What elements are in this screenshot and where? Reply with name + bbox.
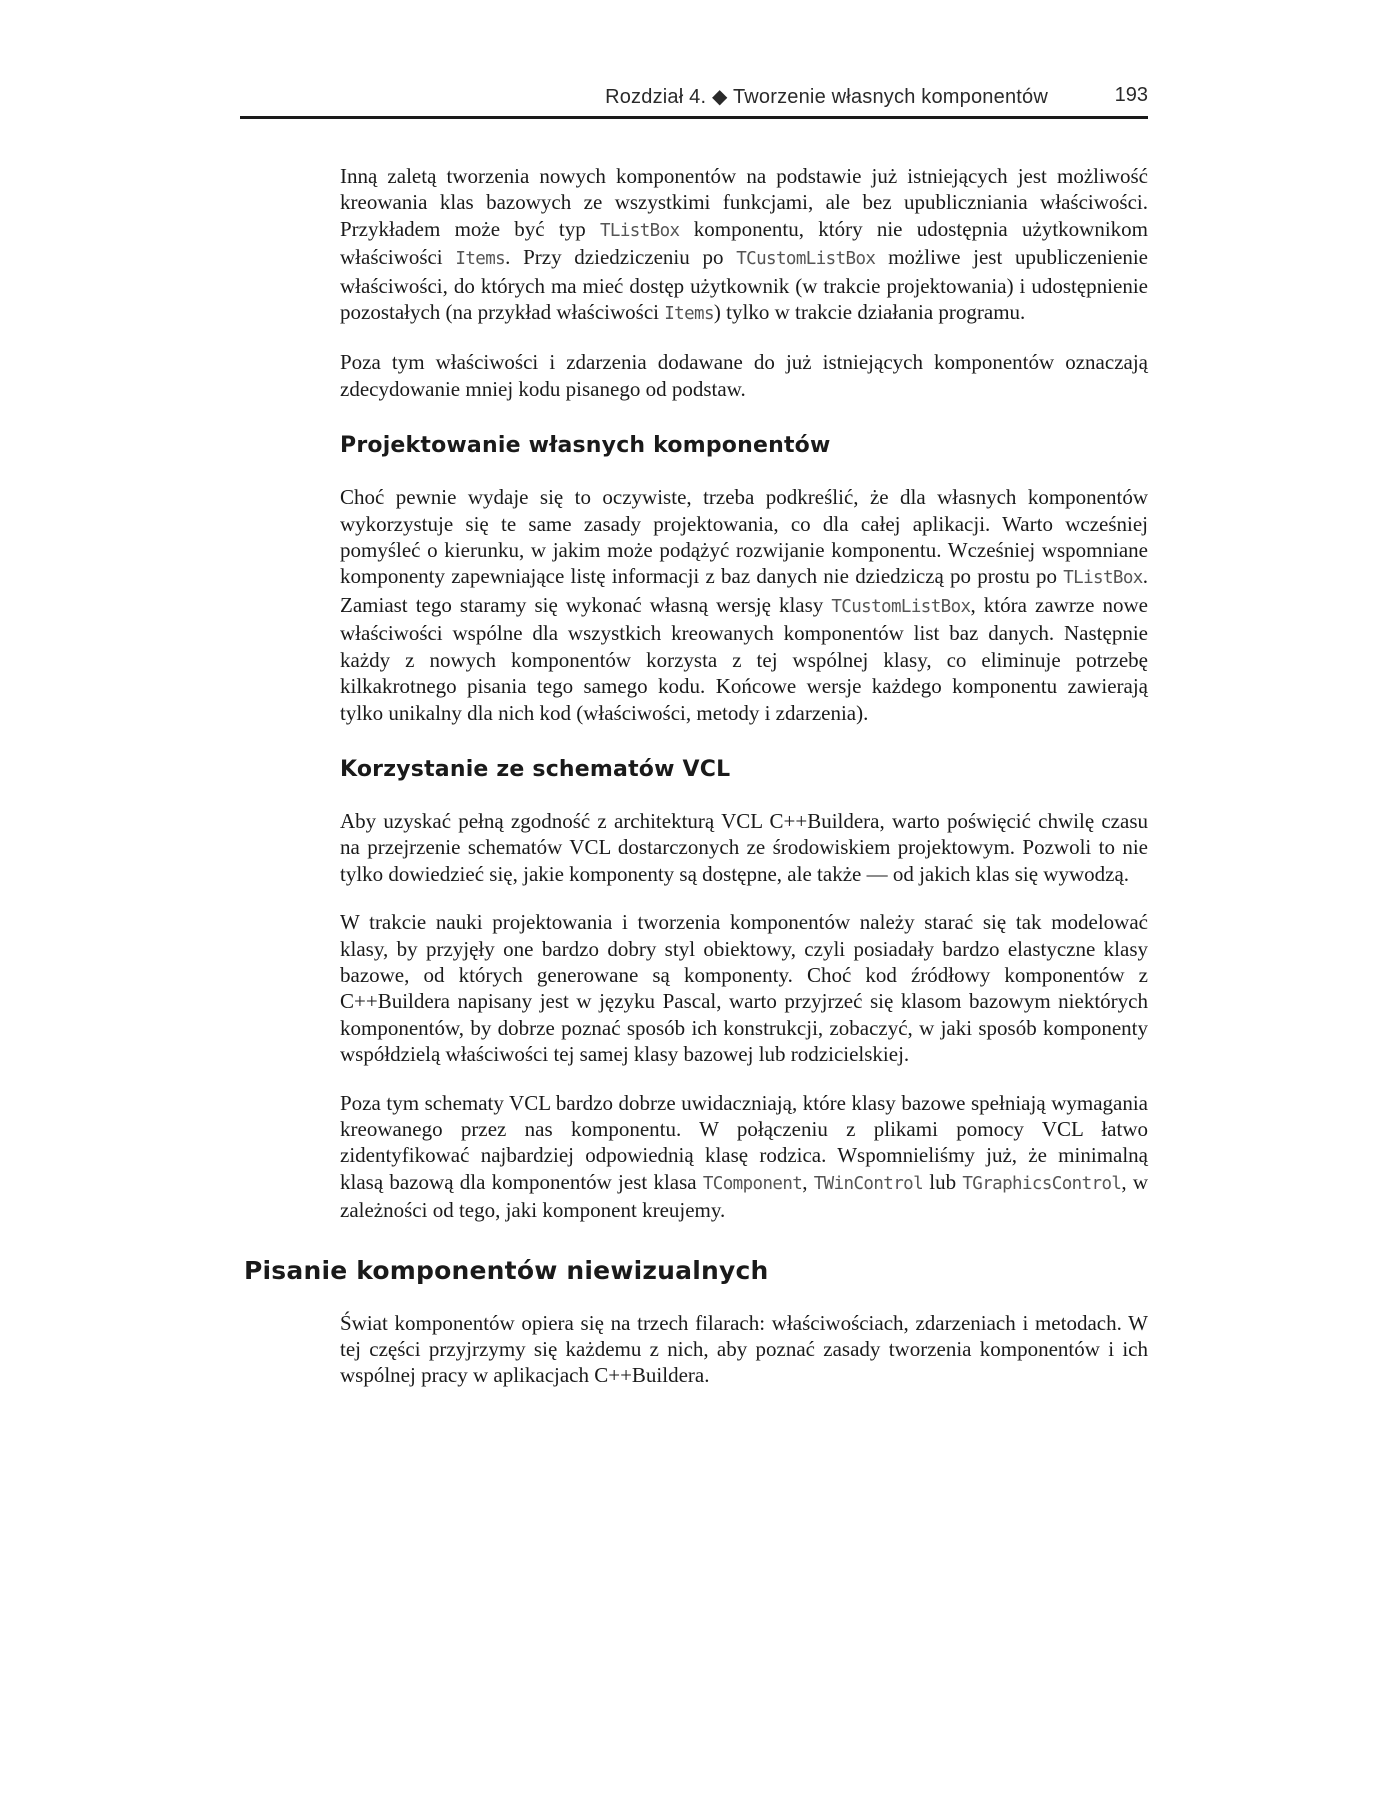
code-tgraphicscontrol: TGraphicsControl <box>962 1173 1122 1194</box>
code-items: Items <box>455 249 506 270</box>
paragraph-6: Poza tym schematy VCL bardzo dobrze uwidaczniają, które klasy bazowe spełniają wymagania kreowanego przez nas komponentu. W połączeniu z plikami pomocy VCL łatwo zidentyfikować najbardziej odpowiednią klasę rodzica. Wspomnieliśmy już, że minimalną klasą bazową dla komponentów jest klasa TComponent, TWinControl lub TGraphicsControl, w zależności od tego, jaki komponent kreujemy. <box>340 1090 1149 1223</box>
running-header <box>240 82 1148 119</box>
chapter-section-heading: Pisanie komponentów niewizualnych <box>244 1255 769 1285</box>
code-items: Items <box>664 304 714 325</box>
paragraph-4: Aby uzyskać pełną zgodność z architekturą VCL C++Buildera, warto poświęcić chwilę czasu na przejrzenie schematów VCL dostarczonych ze środowiskiem projektowym. Pozwoli to nie tylko dowiedzieć się, jakie komponenty są dostępne, ale także — od jakich klas się wywodzą. <box>340 808 1148 886</box>
page-body <box>244 163 1149 1411</box>
paragraph-1: Inną zaletą tworzenia nowych komponentów na podstawie już istniejących jest możliwość kreowania klas bazowych ze wszystkimi funkcjami, ale bez upubliczniania właściwości. Przykładem może być typ TListBox komponentu, który nie udostępnia użytkownikom właściwości Items. Przy dziedziczeniu po TCustomListBox możliwe jest upubliczenienie właściwości, do których ma mieć dostęp użytkownik (w trakcie projektowania) i udostępnienie pozostałych (na przykład właściwości Items) tylko w trakcie działania programu. <box>340 164 1148 325</box>
code-tcustomlistbox: TCustomListBox <box>736 249 876 270</box>
paragraph-3: Choć pewnie wydaje się to oczywiste, trzeba podkreślić, że dla własnych komponentów wykorzystuje się te same zasady projektowania, co dla całej aplikacji. Warto wcześniej pomyśleć o kierunku, w jakim może podążyć rozwijanie komponentu. Wcześniej wspomniane komponenty zapewniające listę informacji z baz danych nie dziedziczą po prostu po TListBox. Zamiast tego staramy się wykonać własną wersję klasy TCustomListBox, która zawrze nowe właściwości wspólne dla wszystkich kreowanych komponentów list baz danych. Następnie każdy z nowych komponentów korzysta z tej wspólnej klasy, co eliminuje potrzebę kilkakrotnego pisania tego samego kodu. Końcowe wersje każdego komponentu zawierają tylko unikalny dla nich kod (właściwości, metody i zdarzenia). <box>340 485 1148 725</box>
code-tlistbox: TListBox <box>1063 568 1143 589</box>
code-tcomponent: TComponent <box>702 1173 803 1194</box>
section-heading-schematy: Korzystanie ze schematów VCL <box>340 756 731 782</box>
code-tlistbox: TListBox <box>599 220 680 241</box>
code-tcustomlistbox: TCustomListBox <box>831 596 971 617</box>
chapter-title: Rozdział 4. ◆ Tworzenie własnych komponentów <box>605 86 1048 108</box>
paragraph-7: Świat komponentów opiera się na trzech filarach: właściwościach, zdarzeniach i metodach. W tej części przyjrzymy się każdemu z nich, aby poznać zasady tworzenia komponentów i ich wspólnej pracy w aplikacjach C++Buildera. <box>340 1310 1148 1388</box>
paragraph-2: Poza tym właściwości i zdarzenia dodawane do już istniejących komponentów oznaczają zdecydowanie mniej kodu pisanego od podstaw. <box>340 350 1148 401</box>
section-heading-projektowanie: Projektowanie własnych komponentów <box>340 433 831 459</box>
code-twincontrol: TWinControl <box>813 1173 924 1194</box>
paragraph-5: W trakcie nauki projektowania i tworzenia komponentów należy starać się tak modelować klasy, by przyjęły one bardzo dobry styl obiektowy, czyli posiadały bardzo elastyczne klasy bazowe, od których generowane są komponenty. Choć kod źródłowy komponentów z C++Buildera napisany jest w języku Pascal, warto przyjrzeć się klasom bazowym niektórych komponentów, by dobrze poznać sposób ich konstrukcji, zobaczyć, w jaki sposób komponenty współdzielą właściwości tej samej klasy bazowej lub rodzicielskiej. <box>340 910 1148 1067</box>
page-number: 193 <box>1114 84 1148 106</box>
